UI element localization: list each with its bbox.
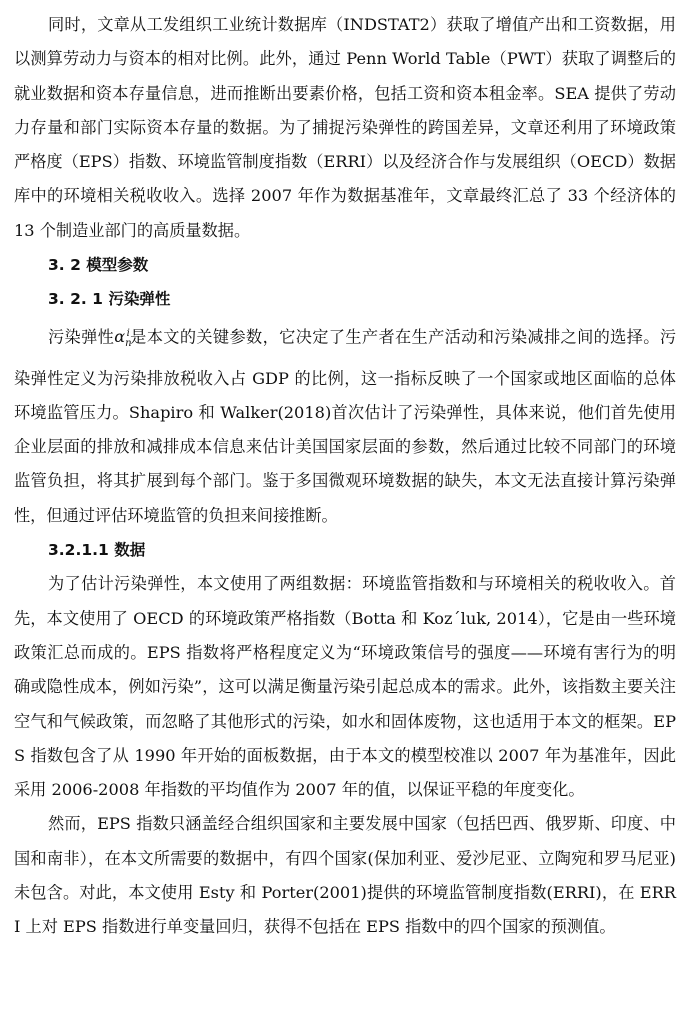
alpha-symbol: $\alpha_n^i$ (114, 327, 132, 350)
subsubsection-heading-data: 3.2.1.1 数据 (48, 541, 146, 560)
paragraph-lead-text: 污染弹性 (48, 327, 115, 347)
paragraph-erri-regression: 然而，EPS 指数只涵盖经合组织国家和主要发展中国家（包括巴西、俄罗斯、印度、中国和南非），在本文所需要的数据中，有四个国家(保加利亚、爱沙尼亚、立陶宛和罗马尼亚)未包含。对此，本文使用 Esty 和 Porter(2001)提供的环境监管制度指数(ERRI)，在 ERRI 上对 EPS 指数进行单变量回归，获得不包括在 EPS 指数中的四个国家的预测值。 (14, 814, 676, 937)
subsection-heading-pollution-elasticity: 3. 2. 1 污染弹性 (48, 290, 171, 309)
document-page (14, 8, 676, 945)
paragraph-data-sources: 同时，文章从工发组织工业统计数据库（INDSTAT2）获取了增值产出和工资数据，用以测算劳动力与资本的相对比例。此外，通过 Penn World Table（PWT）获取了调整后的就业数据和资本存量信息，进而推断出要素价格，包括工资和资本租金率。SEA 提供了劳动力存量和部门实际资本存量的数据。为了捕捉污染弹性的跨国差异，文章还利用了环境政策严格度（EPS）指数、环境监管制度指数（ERRI）以及经济合作与发展组织（OECD）数据库中的环境相关税收收入。选择 2007 年作为数据基准年，文章最终汇总了 33 个经济体的 13 个制造业部门的高质量数据。 (14, 15, 676, 240)
paragraph-eps-index: 为了估计污染弹性，本文使用了两组数据：环境监管指数和与环境相关的税收收入。首先，本文使用了 OECD 的环境政策严格指数（Botta 和 Koz´luk, 2014），它是由一些环境政策汇总而成的。EPS 指数将严格程度定义为“环境政策信号的强度——环境有害行为的明确或隐性成本，例如污染”，这可以满足衡量污染引起总成本的需求。此外，该指数主要关注空气和气候政策，而忽略了其他形式的污染，如水和固体废物，这也适用于本文的框架。EPS 指数包含了从 1990 年开始的面板数据，由于本文的模型校准以 2007 年为基准年，因此采用 2006-2008 年指数的平均值作为 2007 年的值，以保证平稳的年度变化。 (14, 574, 676, 800)
paragraph-pollution-elasticity (14, 317, 676, 533)
section-heading-model-parameters: 3. 2 模型参数 (48, 256, 149, 275)
paragraph-body-text: 是本文的关键参数，它决定了生产者在生产活动和污染减排之间的选择。污染弹性定义为污染排放税收入占 GDP 的比例，这一指标反映了一个国家或地区面临的总体环境监管压力。Shapiro 和 Walker(2018)首次估计了污染弹性，具体来说，他们首先使用企业层面的排放和减排成本信息来估计美国国家层面的参数，然后通过比较不同部门的环境监管负担，将其扩展到每个部门。鉴于多国微观环境数据的缺失，本文无法直接计算污染弹性，但通过评估环境监管的负担来间接推断。 (14, 327, 677, 525)
